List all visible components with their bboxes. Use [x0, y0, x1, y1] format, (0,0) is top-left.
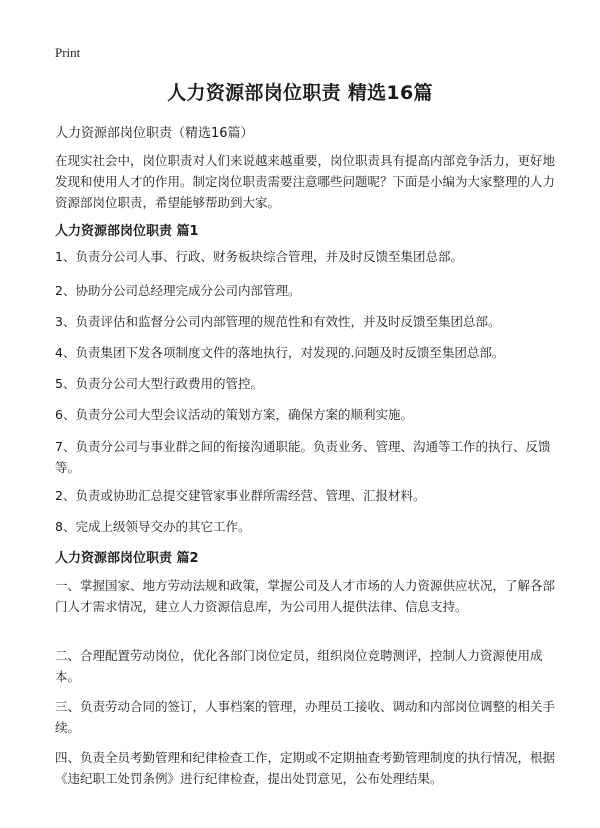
list-item: 2、负责或协助汇总提交建管家事业群所需经营、管理、汇报材料。 — [55, 488, 426, 503]
list-item: 二、合理配置劳动岗位，优化各部门岗位定员，组织岗位竞聘测评，控制人力资源使用成本。 — [55, 648, 543, 684]
print-link[interactable]: Print — [55, 45, 81, 60]
list-item: 四、负责全员考勤管理和纪律检查工作，定期或不定期抽查考勤管理制度的执行情况，根据《违纪职工处罚条例》进行纪律检查，提出处罚意见，公布处理结果。 — [55, 750, 556, 786]
list-item: 8、完成上级领导交办的其它工作。 — [55, 519, 251, 534]
page-title: 人力资源部岗位职责 精选16篇 — [167, 82, 433, 104]
intro-paragraph: 在现实社会中，岗位职责对人们来说越来越重要，岗位职责具有提高内部竞争活力，更好地发现和使用人才的作用。制定岗位职责需要注意哪些问题呢？下面是小编为大家整理的人力资源部岗位职责，希望能够帮助到大家。 — [55, 153, 556, 210]
list-item: 6、负责分公司大型会议活动的策划方案，确保方案的顺利实施。 — [55, 407, 413, 422]
list-item: 1、负责分公司人事、行政、财务板块综合管理，并及时反馈至集团总部。 — [55, 249, 463, 264]
list-item: 4、负责集团下发各项制度文件的落地执行，对发现的.问题及时反馈至集团总部。 — [55, 345, 505, 360]
list-item: 7、负责分公司与事业群之间的衔接沟通职能。负责业务、管理、沟通等工作的执行、反馈等。 — [55, 439, 551, 475]
section-heading-1: 人力资源部岗位职责 篇1 — [55, 224, 199, 239]
list-item: 三、负责劳动合同的签订，人事档案的管理，办理员工接收、调动和内部岗位调整的相关手续。 — [55, 699, 556, 735]
list-item: 一、掌握国家、地方劳动法规和政策，掌握公司及人才市场的人力资源供应状况，了解各部门人才需求情况，建立人力资源信息库，为公司用人提供法律、信息支持。 — [55, 578, 556, 614]
document-subtitle: 人力资源部岗位职责（精选16篇） — [55, 126, 254, 141]
list-item: 3、负责评估和监督分公司内部管理的规范性和有效性，并及时反馈至集团总部。 — [55, 314, 501, 329]
list-item: 2、协助分公司总经理完成分公司内部管理。 — [55, 283, 301, 298]
list-item: 5、负责分公司大型行政费用的管控。 — [55, 376, 263, 391]
section-heading-2: 人力资源部岗位职责 篇2 — [55, 551, 199, 566]
